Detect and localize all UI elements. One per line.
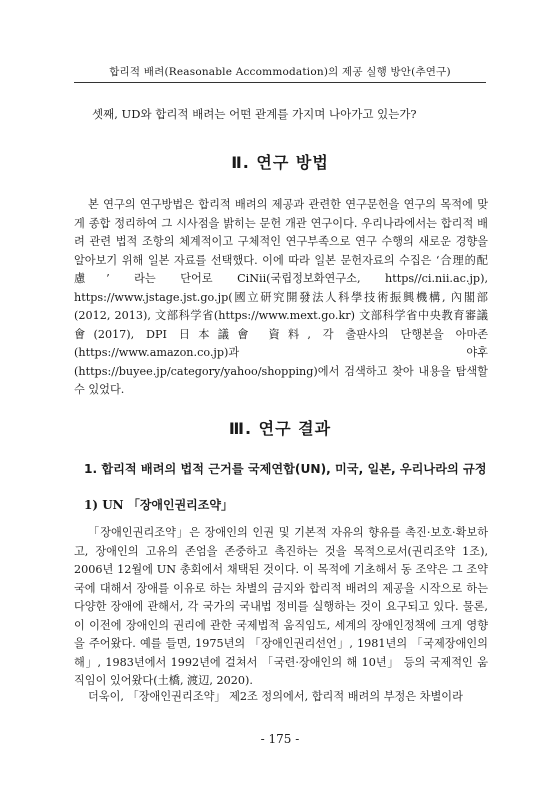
section-3-paragraph-2: 더욱이, 「장애인권리조약」 제2조 정의에서, 합리적 배려의 부정은 차별이라 [88, 690, 463, 703]
header-rule [74, 82, 486, 83]
section-3-title: Ⅲ. 연구 결과 [228, 419, 332, 438]
subsection-1-title: 1. 합리적 배려의 법적 근거를 국제연합(UN), 미국, 일본, 우리나라의 규정 [84, 462, 487, 476]
section-2-title: Ⅱ. 연구 방법 [231, 153, 329, 172]
section-2-paragraph: 본 연구의 연구방법은 합리적 배려의 제공과 관련한 연구문헌을 연구의 목적에 맞게 종합 정리하여 그 시사점을 밝히는 문헌 개관 연구이다. 우리나라에서는 합리적 배려 관련 법적 조항의 체계적이고 구체적인 연구부족으로 연구 수행의 새로운 경향을 알아보기 위해 일본 자료를 선택했다. 이에 따라 일본 문헌자료의 수집은 ‘合理的配慮’ 라는 단어로 CiNii(국립정보화연구소, https//ci.nii.ac.jp), https://www.jstage.jst.go.jp(國立研究開發法人科學技術振興機構, 內閣部(2012, 2013), 文部科学省(https://www.mext.go.kr) 文部科学省中央教育審議會(2017), DPI 日本議會 資料, 각 출판사의 단행본을 아마존(https://www.amazon.co.jp)과 야후(https://buyee.jp/category/yahoo/shopping)에서 검색하고 찾아 내용을 탐색할 수 있었다. [74, 198, 488, 396]
section-3-paragraph-1: 「장애인권리조약」은 장애인의 인권 및 기본적 자유의 향유를 촉진·보호·확보하고, 장애인의 고유의 존엄을 존중하고 촉진하는 것을 목적으로서(권리조약 1조), 2006년 12월에 UN 총회에서 채택된 것이다. 이 목적에 기초해서 동 조약은 그 조약국에 대해서 장애를 이유로 하는 차별의 금지와 합리적 배려의 제공을 시작으로 하는 다양한 장애에 관해서, 각 국가의 국내법 정비를 실행하는 것이 요구되고 있다. 물론, 이 이전에 장애인의 권리에 관한 국제법적 움직임도, 세계의 장애인정책에 크게 영향을 주어왔다. 예를 들면, 1975년의 「장애인권리선언」, 1981년의 「국제장애인의 해」, 1983년에서 1992년에 걸쳐서 「국련·장애인의 해 10년」 등의 국제적인 움직임이 있어왔다(土橋, 渡辺, 2020). [74, 526, 488, 687]
subsubsection-1-title: 1) UN 「장애인권리조약」 [84, 498, 233, 512]
running-header: 합리적 배려(Reasonable Accommodation)의 제공 실행 방안(추연구) [109, 66, 451, 78]
page-number: - 175 - [260, 732, 300, 746]
lead-line: 셋째, UD와 합리적 배려는 어떤 관계를 가지며 나아가고 있는가? [92, 107, 417, 121]
